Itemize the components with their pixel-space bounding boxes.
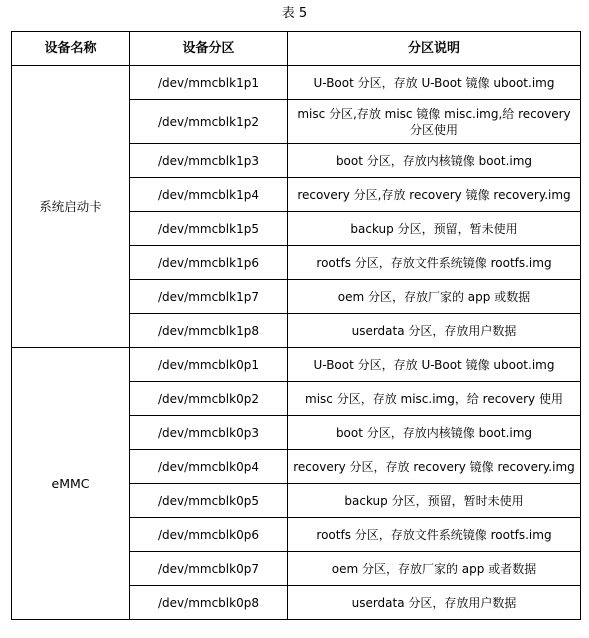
table-caption: 表 5	[281, 6, 308, 21]
device-name-cell: eMMC	[12, 348, 130, 620]
partition-table	[11, 31, 581, 620]
partition-cell: /dev/mmcblk0p1	[130, 348, 288, 382]
partition-cell: /dev/mmcblk1p2	[130, 100, 288, 144]
partition-cell: /dev/mmcblk1p5	[130, 212, 288, 246]
description-cell: rootfs 分区，存放文件系统镜像 rootfs.img	[288, 246, 581, 280]
header-partition-description: 分区说明	[288, 32, 581, 66]
table-body	[12, 66, 581, 620]
description-cell: userdata 分区，存放用户数据	[288, 586, 581, 620]
table-header	[12, 32, 581, 66]
description-cell: U-Boot 分区，存放 U-Boot 镜像 uboot.img	[288, 348, 581, 382]
header-device-partition: 设备分区	[130, 32, 288, 66]
table-row	[12, 66, 581, 100]
partition-cell: /dev/mmcblk1p3	[130, 144, 288, 178]
description-cell: oem 分区，存放厂家的 app 或数据	[288, 280, 581, 314]
partition-cell: /dev/mmcblk1p6	[130, 246, 288, 280]
partition-cell: /dev/mmcblk0p4	[130, 450, 288, 484]
partition-cell: /dev/mmcblk0p3	[130, 416, 288, 450]
description-cell: misc 分区,存放 misc 镜像 misc.img,给 recovery 分区使用	[288, 100, 581, 144]
description-cell: boot 分区，存放内核镜像 boot.img	[288, 144, 581, 178]
description-cell: oem 分区，存放厂家的 app 或者数据	[288, 552, 581, 586]
description-cell: recovery 分区，存放 recovery 镜像 recovery.img	[288, 450, 581, 484]
description-cell: userdata 分区，存放用户数据	[288, 314, 581, 348]
description-cell: recovery 分区,存放 recovery 镜像 recovery.img	[288, 178, 581, 212]
partition-cell: /dev/mmcblk1p1	[130, 66, 288, 100]
description-cell: rootfs 分区，存放文件系统镜像 rootfs.img	[288, 518, 581, 552]
partition-cell: /dev/mmcblk0p8	[130, 586, 288, 620]
description-cell: backup 分区，预留，暂时未使用	[288, 484, 581, 518]
partition-cell: /dev/mmcblk0p5	[130, 484, 288, 518]
partition-cell: /dev/mmcblk0p7	[130, 552, 288, 586]
description-cell: U-Boot 分区，存放 U-Boot 镜像 uboot.img	[288, 66, 581, 100]
table-row	[12, 348, 581, 382]
description-cell: backup 分区，预留，暂未使用	[288, 212, 581, 246]
description-cell: boot 分区，存放内核镜像 boot.img	[288, 416, 581, 450]
partition-cell: /dev/mmcblk0p2	[130, 382, 288, 416]
header-row	[12, 32, 581, 66]
header-device-name: 设备名称	[12, 32, 130, 66]
partition-cell: /dev/mmcblk1p4	[130, 178, 288, 212]
partition-cell: /dev/mmcblk1p8	[130, 314, 288, 348]
device-name-cell: 系统启动卡	[12, 66, 130, 348]
description-cell: misc 分区，存放 misc.img，给 recovery 使用	[288, 382, 581, 416]
partition-cell: /dev/mmcblk0p6	[130, 518, 288, 552]
partition-cell: /dev/mmcblk1p7	[130, 280, 288, 314]
